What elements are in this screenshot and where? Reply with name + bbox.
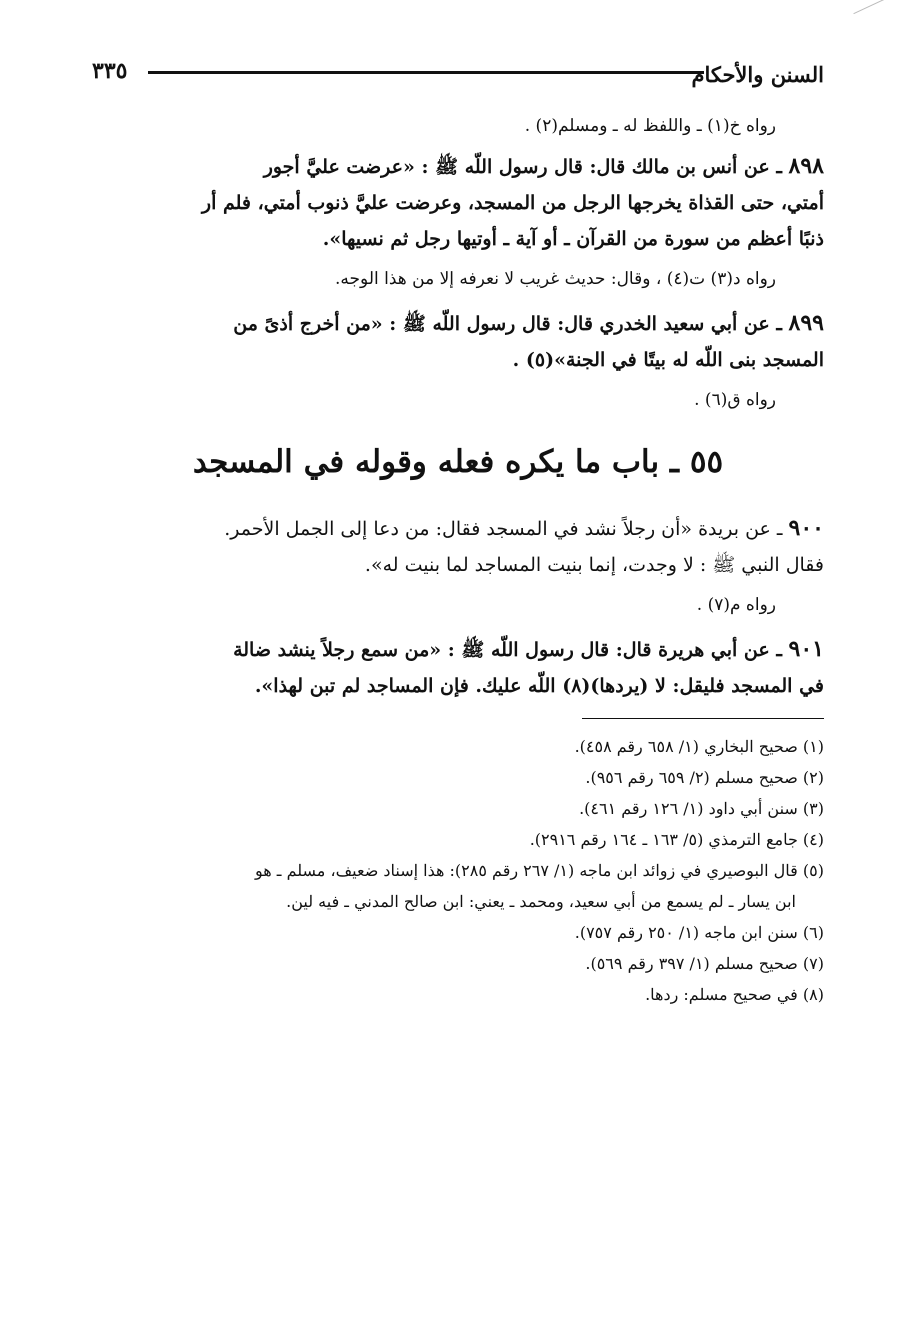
hadith-line — [92, 510, 824, 547]
running-title: السنن والأحكام — [691, 62, 824, 87]
hadith-line: في المسجد فليقل: لا (يردها)(٨) اللّه عليك. فإن المساجد لم تبن لهذا». — [254, 675, 824, 697]
hadith-line: فقال النبي ﷺ : لا وجدت، إنما بنيت المساجد لما بنيت له». — [364, 554, 824, 576]
page-content — [92, 108, 824, 1010]
hadith-line — [92, 148, 824, 185]
hadith-line: ذنبًا أعظم من سورة من القرآن ـ أو آية ـ أوتيها رجل ثم نسيها». — [322, 228, 824, 250]
footnote: (٣) سنن أبي داود (١/ ١٢٦ رقم ٤٦١). — [579, 799, 824, 818]
footnote: (٨) في صحيح مسلم: ردها. — [645, 985, 824, 1004]
footnotes — [92, 731, 824, 1010]
header-rule — [148, 71, 704, 74]
hadith-line — [92, 305, 824, 342]
hadith-number: ٩٠٠ — [788, 515, 824, 541]
hadith-number: ٨٩٨ — [788, 153, 824, 179]
hadith-reference: رواه د(٣) ت(٤) ، وقال: حديث غريب لا نعرفه إلا من هذا الوجه. — [335, 269, 776, 289]
hadith-text: ـ عن أبي سعيد الخدري قال: قال رسول اللّه ﷺ : «من أخرج أذىً من — [233, 313, 782, 335]
hadith-reference: رواه ق(٦) . — [694, 390, 776, 410]
hadith-899 — [92, 305, 824, 418]
footnote: (٦) سنن ابن ماجه (١/ ٢٥٠ رقم ٧٥٧). — [574, 923, 824, 942]
hadith-number: ٨٩٩ — [788, 310, 824, 336]
corner-mark — [853, 0, 884, 14]
page-number: ٣٣٥ — [92, 58, 128, 84]
footnote-continuation: ابن يسار ـ لم يسمع من أبي سعيد، ومحمد ـ يعني: ابن صالح المدني ـ فيه لين. — [286, 892, 796, 911]
footnote-separator — [582, 718, 824, 719]
hadith-line — [92, 631, 824, 668]
footnote: (٧) صحيح مسلم (١/ ٣٩٧ رقم ٥٦٩). — [585, 954, 824, 973]
page-header — [92, 58, 824, 98]
hadith-900 — [92, 510, 824, 623]
footnote: (٥) قال البوصيري في زوائد ابن ماجه (١/ ٢٦٧ رقم ٢٨٥): هذا إسناد ضعيف، مسلم ـ هو — [255, 861, 824, 880]
footnote: (٤) جامع الترمذي (٥/ ١٦٣ ـ ١٦٤ رقم ٢٩١٦). — [529, 830, 824, 849]
hadith-901 — [92, 631, 824, 704]
hadith-text: ـ عن أبي هريرة قال: قال رسول اللّه ﷺ : «من سمع رجلاً ينشد ضالة — [233, 639, 782, 661]
hadith-reference: رواه خ(١) ـ واللفظ له ـ ومسلم(٢) . — [524, 116, 776, 136]
hadith-reference: رواه م(٧) . — [696, 595, 776, 615]
hadith-text: ـ عن بريدة «أن رجلاً نشد في المسجد فقال: من دعا إلى الجمل الأحمر. — [224, 518, 783, 540]
chapter-title: ٥٥ ـ باب ما يكره فعله وقوله في المسجد — [192, 444, 724, 480]
hadith-number: ٩٠١ — [788, 636, 824, 662]
hadith-line: المسجد بنى اللّه له بيتًا في الجنة»(٥) . — [512, 349, 824, 371]
footnote: (٢) صحيح مسلم (٢/ ٦٥٩ رقم ٩٥٦). — [585, 768, 824, 787]
footnote: (١) صحيح البخاري (١/ ٦٥٨ رقم ٤٥٨). — [574, 737, 824, 756]
hadith-text: ـ عن أنس بن مالك قال: قال رسول اللّه ﷺ : «عرضت عليَّ أجور — [263, 156, 782, 178]
hadith-line: أمتي، حتى القذاة يخرجها الرجل من المسجد، وعرضت عليَّ ذنوب أمتي، فلم أر — [201, 192, 824, 214]
hadith-898 — [92, 148, 824, 297]
